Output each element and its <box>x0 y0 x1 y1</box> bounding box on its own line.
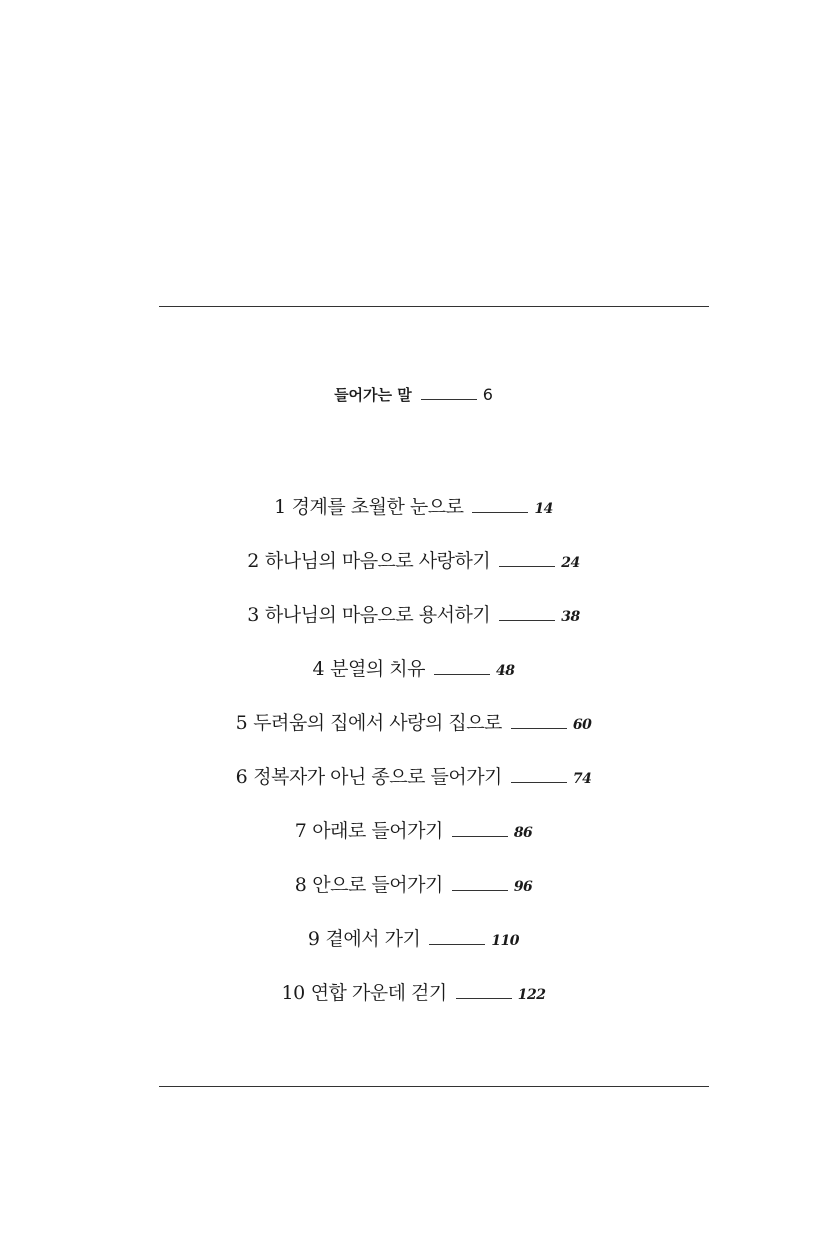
toc-entry-page: 74 <box>572 771 592 787</box>
toc-entry-chapter-8[interactable] <box>0 870 827 897</box>
toc-entry-page: 14 <box>534 501 553 517</box>
toc-entry-page: 6 <box>482 385 493 404</box>
toc-leader-line <box>511 782 567 783</box>
toc-entry-number: 4 <box>312 658 325 680</box>
toc-entry-title: 안으로 들어가기 <box>312 874 443 896</box>
toc-leader-line <box>429 944 485 945</box>
top-rule <box>159 306 709 307</box>
toc-entry-chapter-7[interactable] <box>0 816 827 843</box>
toc-entry-chapter-6[interactable] <box>0 762 827 789</box>
toc-entry-chapter-10[interactable] <box>0 978 827 1005</box>
toc-entry-page: 48 <box>495 663 515 679</box>
toc-entry-number: 2 <box>247 550 259 572</box>
toc-entry-title: 분열의 치유 <box>330 658 425 680</box>
toc-entry-number: 7 <box>294 820 307 842</box>
toc-entry-page: 60 <box>572 717 592 733</box>
toc-entry-chapter-2[interactable] <box>0 546 827 573</box>
toc-entry-page: 110 <box>491 933 520 949</box>
toc-leader-line <box>421 399 477 400</box>
toc-leader-line <box>499 566 555 567</box>
toc-entry-chapter-1[interactable] <box>0 492 827 519</box>
toc-entry-page: 96 <box>513 879 533 895</box>
toc-entry-number: 6 <box>235 766 248 788</box>
toc-entry-intro[interactable] <box>0 384 827 405</box>
toc-entry-title: 정복자가 아닌 종으로 들어가기 <box>253 766 502 788</box>
toc-entry-chapter-3[interactable] <box>0 600 827 627</box>
bottom-rule <box>159 1086 709 1087</box>
toc-entry-title: 하나님의 마음으로 용서하기 <box>264 604 491 626</box>
toc-entry-number: 3 <box>247 604 259 626</box>
toc-leader-line <box>499 620 555 621</box>
toc-leader-line <box>434 674 490 675</box>
toc-entry-chapter-9[interactable] <box>0 924 827 951</box>
toc-entry-title: 아래로 들어가기 <box>312 820 443 842</box>
toc-entry-number: 1 <box>274 496 286 518</box>
toc-entry-page: 86 <box>513 825 533 841</box>
toc-entry-page: 24 <box>561 555 580 571</box>
toc-leader-line <box>452 836 508 837</box>
toc-entry-page: 38 <box>561 609 580 625</box>
toc-leader-line <box>456 998 512 999</box>
toc-entry-title: 두려움의 집에서 사랑의 집으로 <box>253 712 502 734</box>
toc-entry-number: 8 <box>294 874 307 896</box>
toc-leader-line <box>511 728 567 729</box>
toc-entry-title: 곁에서 가기 <box>325 928 421 950</box>
toc-entry-title: 하나님의 마음으로 사랑하기 <box>264 550 491 572</box>
toc-entry-title: 경계를 초월한 눈으로 <box>291 496 464 518</box>
toc-entry-number: 10 <box>281 982 305 1004</box>
toc-entry-chapter-5[interactable] <box>0 708 827 735</box>
toc-entry-chapter-4[interactable] <box>0 654 827 681</box>
toc-entry-title: 들어가는 말 <box>334 386 412 404</box>
toc-leader-line <box>452 890 508 891</box>
toc-entry-page: 122 <box>517 987 546 1003</box>
toc-entry-number: 9 <box>307 928 320 950</box>
toc-leader-line <box>472 512 528 513</box>
toc-entry-number: 5 <box>235 712 248 734</box>
toc-entry-title: 연합 가운데 걷기 <box>310 982 447 1004</box>
